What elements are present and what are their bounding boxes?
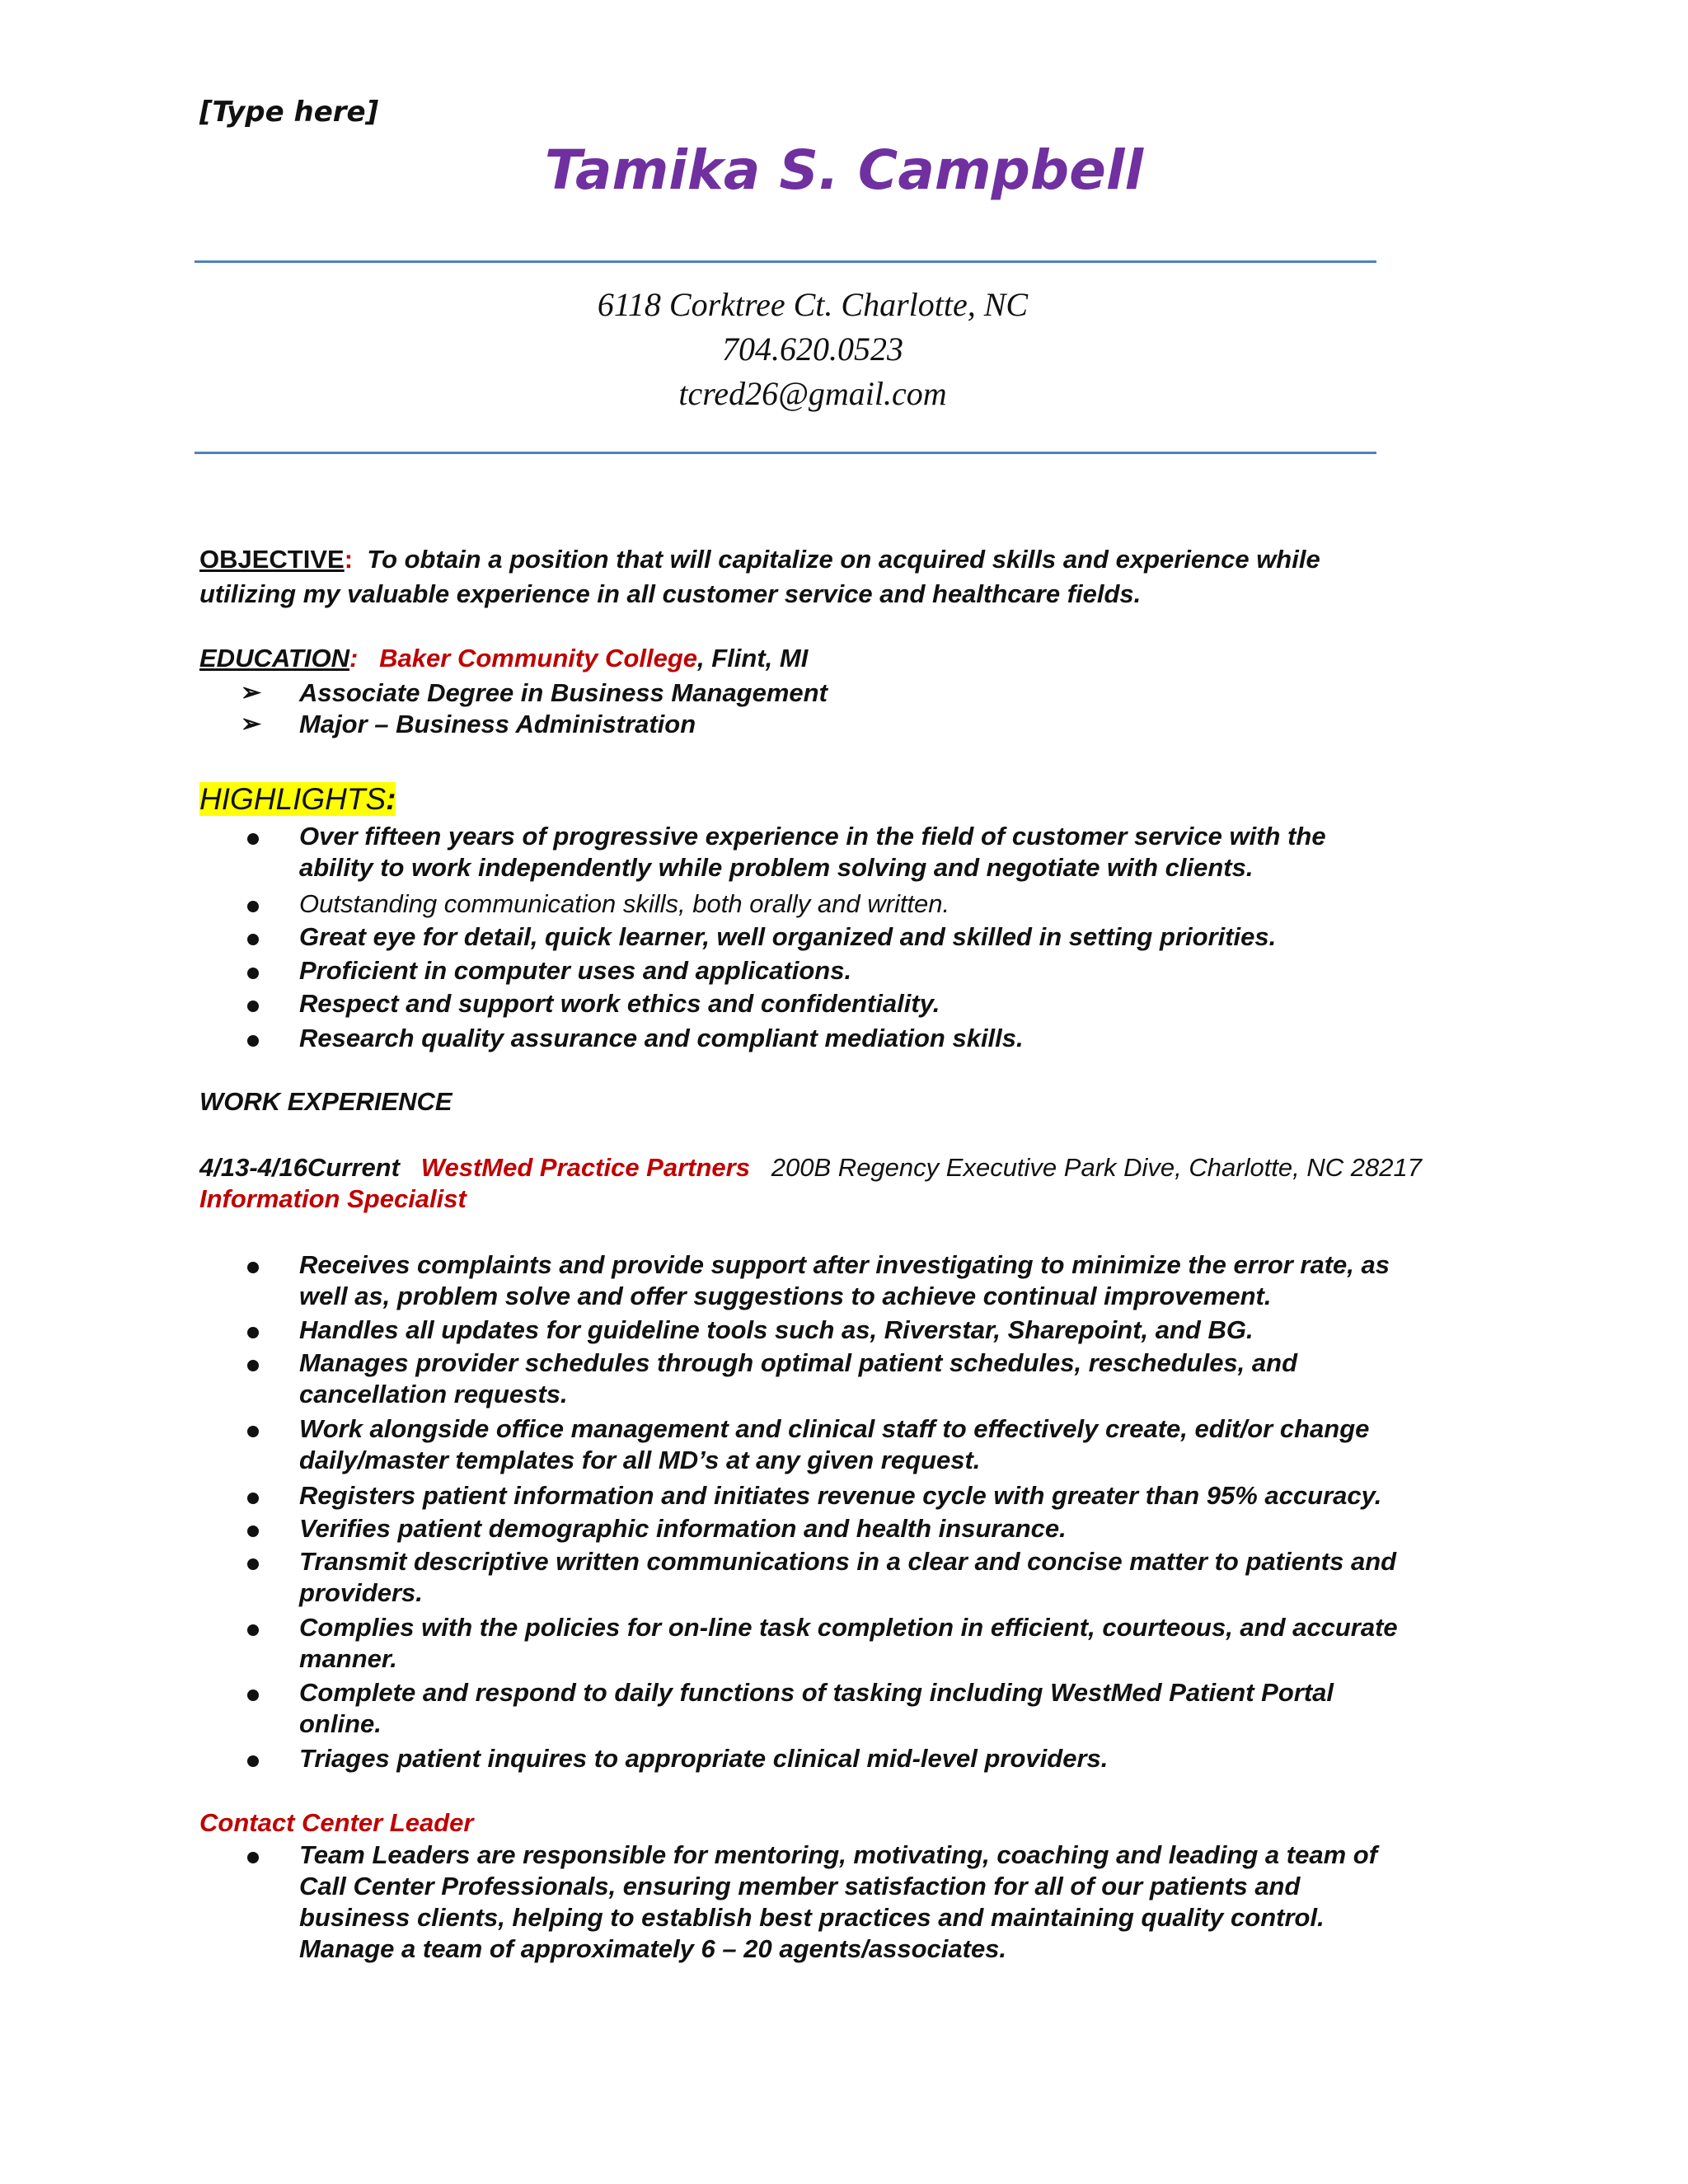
objective-text: To obtain a position that will capitalize on acquired skills and experience while [367, 545, 1320, 574]
bullet-icon [247, 901, 259, 912]
highlights-label: HIGHLIGHTS [199, 782, 387, 816]
bullet-icon [247, 1690, 259, 1701]
bullet-icon [247, 1852, 259, 1863]
bullet-icon [247, 1035, 259, 1047]
bullet-icon [247, 1426, 259, 1437]
highlight-item: Proficient in computer uses and applications. [299, 956, 852, 985]
highlight-item: Respect and support work ethics and confidentiality. [299, 989, 940, 1018]
highlights-heading: HIGHLIGHTS: [199, 782, 396, 816]
bottom-divider [195, 452, 1376, 454]
role2-duties-list [0, 1840, 1688, 1971]
education-line: EDUCATION: Baker Community College, Flint, MI [199, 644, 809, 673]
education-list [0, 677, 1688, 743]
bullet-icon [247, 1327, 259, 1338]
bullet-icon [247, 1493, 259, 1504]
highlight-item: Outstanding communication skills, both orally and written. [299, 889, 950, 918]
arrow-icon: ➢ [241, 710, 262, 738]
role-title: Information Specialist [199, 1184, 467, 1213]
phone: 704.620.0523 [722, 330, 903, 368]
company-address: 200B Regency Executive Park Dive, Charlotte, NC 28217 [771, 1153, 1422, 1182]
company-name: WestMed Practice Partners [420, 1153, 750, 1182]
duty-item: Receives complaints and provide support after investigating to minimize the error rate, as well as, problem solve and offer suggestions to achieve continual improvement. [299, 1250, 1390, 1310]
duty-item: Triages patient inquires to appropriate clinical mid-level providers. [299, 1744, 1109, 1773]
bullet-icon [247, 1624, 259, 1636]
highlight-item: Research quality assurance and compliant mediation skills. [299, 1024, 1024, 1052]
arrow-icon: ➢ [241, 679, 262, 706]
duty-item: Manages provider schedules through optimal patient schedules, reschedules, and cancellation requests. [299, 1348, 1298, 1408]
bullet-icon [247, 1526, 259, 1537]
objective-line-1: OBJECTIVE: To obtain a position that will capitalize on acquired skills and experience while [199, 545, 1320, 574]
highlights-list [0, 821, 1688, 1060]
bullet-icon [247, 1001, 259, 1012]
duty-item: Complete and respond to daily functions of tasking including WestMed Patient Portal online. [299, 1678, 1334, 1738]
highlight-item: Over fifteen years of progressive experience in the field of customer service with the ability to work independently while problem solving and negotiate with clients. [299, 822, 1326, 882]
address: 6118 Corktree Ct. Charlotte, NC [597, 286, 1029, 323]
duty-item: Transmit descriptive written communications in a clear and concise matter to patients and providers. [299, 1547, 1397, 1607]
job-header [199, 1152, 1422, 1183]
email: tcred26@gmail.com [678, 375, 947, 412]
school-location: , Flint, MI [697, 644, 809, 673]
education-item: Associate Degree in Business Management [299, 678, 828, 707]
duty-item: Verifies patient demographic information and health insurance. [299, 1514, 1067, 1543]
bullet-icon [247, 833, 259, 845]
duty-item: Team Leaders are responsible for mentoring, motivating, coaching and leading a team of Call Center Professionals, ensuring member satisfaction for all of our patients and business clients, helping to establish best practices and maintaining quality control. Manage a team of approximately 6 – 20 agents/associates. [299, 1840, 1378, 1963]
objective-label: OBJECTIVE [199, 545, 345, 574]
duty-item: Complies with the policies for on-line task completion in efficient, courteous, and accurate manner. [299, 1613, 1398, 1673]
job-dates: 4/13-4/16Current [199, 1153, 400, 1182]
bullet-icon [247, 1262, 259, 1273]
type-here-placeholder: [Type here] [199, 96, 379, 129]
role-duties-list [0, 1249, 1688, 1777]
bullet-icon [247, 968, 259, 979]
work-experience-heading: WORK EXPERIENCE [199, 1087, 452, 1116]
candidate-name: Tamika S. Campbell [544, 138, 1144, 202]
bullet-icon [247, 1755, 259, 1767]
top-divider [195, 260, 1376, 263]
education-label: EDUCATION [199, 644, 349, 673]
bullet-icon [247, 1558, 259, 1570]
duty-item: Registers patient information and initiates revenue cycle with greater than 95% accuracy. [299, 1481, 1382, 1510]
bullet-icon [247, 1360, 259, 1371]
duty-item: Handles all updates for guideline tools such as, Riverstar, Sharepoint, and BG. [299, 1315, 1254, 1344]
bullet-icon [247, 934, 259, 945]
duty-item: Work alongside office management and clinical staff to effectively create, edit/or change daily/master templates for all MD’s at any given request. [299, 1414, 1370, 1474]
education-item: Major – Business Administration [299, 710, 696, 738]
role-title-2: Contact Center Leader [199, 1808, 474, 1837]
school-name: Baker Community College [379, 644, 698, 673]
highlight-item: Great eye for detail, quick learner, well organized and skilled in setting priorities. [299, 922, 1277, 951]
objective-line-2: utilizing my valuable experience in all customer service and healthcare fields. [199, 579, 1142, 608]
